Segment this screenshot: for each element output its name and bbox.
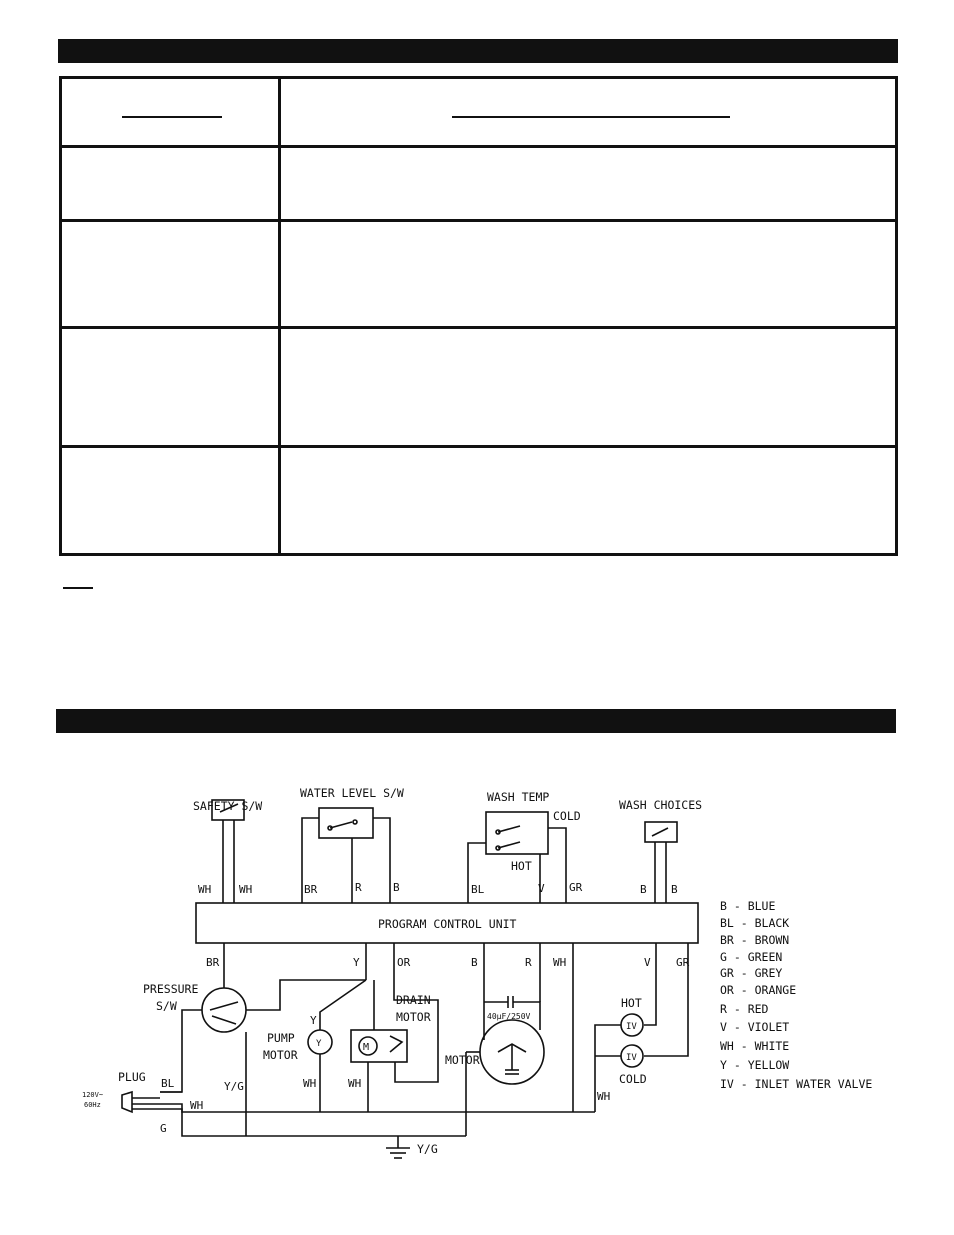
label-motor: MOTOR xyxy=(445,1053,480,1067)
label-inlet-hot: HOT xyxy=(621,996,642,1010)
drain-motor-symbol: M xyxy=(363,1042,370,1053)
wire-label-bottom: R xyxy=(525,956,532,969)
label-capacitor: 40μF/250V xyxy=(487,1012,531,1021)
wire-label-plug-g: G xyxy=(160,1122,167,1135)
label-plug: PLUG xyxy=(118,1070,146,1084)
wire-label-bottom: BR xyxy=(206,956,220,969)
wire-label-drain-wh: WH xyxy=(348,1077,362,1090)
legend-item: IV - INLET WATER VALVE xyxy=(720,1077,873,1091)
pump-motor-symbol: Y xyxy=(316,1039,322,1049)
label-drain-motor: DRAIN xyxy=(396,993,431,1007)
header-underline-right xyxy=(452,116,730,118)
legend-item: OR - ORANGE xyxy=(720,983,797,997)
legend-item: G - GREEN xyxy=(720,950,783,964)
wire-label-bottom: V xyxy=(644,956,651,969)
legend-item: R - RED xyxy=(720,1002,769,1016)
plug-icon xyxy=(122,1092,132,1112)
label-pump-motor: PUMP xyxy=(267,1031,295,1045)
label-pressure-switch: PRESSURE xyxy=(143,982,199,996)
wire-label-plug-bl: BL xyxy=(161,1077,175,1090)
label-wash-temp-hot: HOT xyxy=(511,859,532,873)
label-pressure-switch-sub: S/W xyxy=(156,999,177,1013)
legend-item: GR - GREY xyxy=(720,966,783,980)
label-wash-temp: WASH TEMP xyxy=(487,790,550,804)
section-header-bar-wiring xyxy=(56,709,896,733)
wire-label-pump-y: Y xyxy=(310,1014,317,1027)
wire-label-top: B xyxy=(393,881,400,894)
troubleshooting-table xyxy=(59,76,898,556)
legend-item: BR - BROWN xyxy=(720,933,790,947)
table-row xyxy=(62,445,895,448)
table-row xyxy=(62,219,895,222)
wire-label-top: BL xyxy=(471,883,485,896)
wire-label-bottom: B xyxy=(471,956,478,969)
table-row xyxy=(62,326,895,329)
wiring-diagram xyxy=(0,740,954,1210)
wire-label-bottom: OR xyxy=(397,956,411,969)
wire-label-bottom: WH xyxy=(553,956,567,969)
legend-item: WH - WHITE xyxy=(720,1039,790,1053)
wire-color-legend xyxy=(720,899,872,1091)
label-supply-frequency: 60Hz xyxy=(84,1101,101,1109)
inlet-valve-hot-symbol: IV xyxy=(626,1022,637,1032)
label-wash-choices: WASH CHOICES xyxy=(619,798,703,812)
inlet-valve-cold-symbol: IV xyxy=(626,1053,637,1063)
label-inlet-cold: COLD xyxy=(619,1072,647,1086)
wire-label-valve-wh: WH xyxy=(597,1090,611,1103)
table-row xyxy=(62,145,895,148)
legend-item: B - BLUE xyxy=(720,899,776,913)
wire-label-top: B xyxy=(671,883,678,896)
label-program-control-unit: PROGRAM CONTROL UNIT xyxy=(378,917,517,931)
pressure-switch-circle xyxy=(202,988,246,1032)
wire-label-bottom: Y xyxy=(353,956,360,969)
note-underline xyxy=(63,587,93,589)
wire-label-plug-wh: WH xyxy=(190,1099,204,1112)
label-drain-motor-sub: MOTOR xyxy=(396,1010,431,1024)
wire-label-top: V xyxy=(538,882,545,895)
label-water-level-switch: WATER LEVEL S/W xyxy=(300,786,404,800)
wire-label-top: GR xyxy=(569,881,583,894)
label-wash-temp-cold: COLD xyxy=(553,809,581,823)
wire-label-bottom: GR xyxy=(676,956,690,969)
legend-item: BL - BLACK xyxy=(720,916,790,930)
label-safety-switch: SAFETY S/W xyxy=(193,799,263,813)
label-pump-motor-sub: MOTOR xyxy=(263,1048,298,1062)
wire-label-top: WH xyxy=(239,883,253,896)
wire-label-pressure-yg: Y/G xyxy=(224,1080,244,1093)
section-header-bar-top xyxy=(58,39,898,63)
wire-label-top: R xyxy=(355,881,362,894)
wire-label-top: WH xyxy=(198,883,212,896)
legend-item: V - VIOLET xyxy=(720,1020,790,1034)
table-column-divider xyxy=(278,79,281,553)
label-supply-voltage: 120V~ xyxy=(82,1091,104,1099)
wire-label-top: B xyxy=(640,883,647,896)
wire-label-pump-wh: WH xyxy=(303,1077,317,1090)
legend-item: Y - YELLOW xyxy=(720,1058,790,1072)
wire-label-top: BR xyxy=(304,883,318,896)
header-underline-left xyxy=(122,116,222,118)
label-ground: Y/G xyxy=(417,1142,438,1156)
